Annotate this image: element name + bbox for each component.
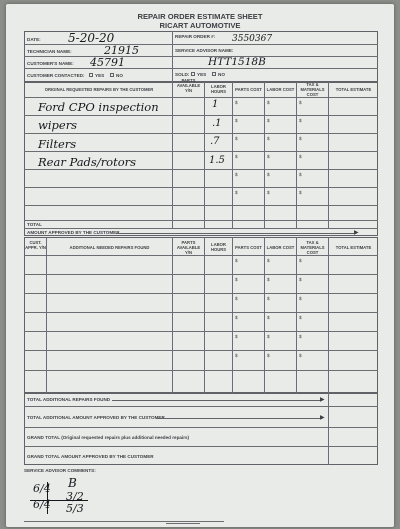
sold-no-checkbox[interactable] xyxy=(212,72,216,76)
amount-approved-label: AMOUNT APPROVED BY THE CUSTOMER xyxy=(27,230,120,235)
total-additional-approved-label: TOTAL ADDITIONAL AMOUNT APPROVED BY THE CUSTOMER xyxy=(27,415,165,420)
technician-value: 21915 xyxy=(104,44,139,57)
amount-approved-arrow xyxy=(116,233,356,234)
repair-row-1: Ford CPO inspection xyxy=(38,100,159,114)
arrow-head-icon: ▶ xyxy=(320,415,325,421)
service-advisor-label: SERVICE ADVISOR NAME: xyxy=(175,48,234,53)
comment-note-3: 3/2 xyxy=(66,490,84,503)
col-labor-hours: LABOR HOURS xyxy=(210,84,227,94)
hours-row-1: 1 xyxy=(212,99,219,110)
comment-underline xyxy=(30,500,88,501)
col-total-estimate: TOTAL ESTIMATE xyxy=(335,87,372,92)
hours-row-4: 1.5 xyxy=(209,155,225,166)
contacted-yes-label: YES xyxy=(95,73,105,78)
col2-total-estimate: TOTAL ESTIMATE xyxy=(335,245,372,250)
comment-note-4: 5/3 xyxy=(66,502,84,515)
grand-total-label: GRAND TOTAL (Original requested repairs plus additional needed repairs) xyxy=(27,435,190,440)
sold-label: SOLD: xyxy=(175,72,190,77)
comment-letter: B xyxy=(68,476,77,490)
repair-row-4: Rear Pads/rotors xyxy=(38,155,137,169)
sold-yes-label: YES xyxy=(197,72,207,77)
comment-note-1: 6/4 xyxy=(33,482,51,495)
col2-labor-cost: LABOR COST xyxy=(266,245,295,250)
sold-no-label: NO xyxy=(218,72,225,77)
total-additional-found-label: TOTAL ADDITIONAL REPAIRS FOUND xyxy=(27,397,111,402)
contacted-no-checkbox[interactable] xyxy=(110,73,114,77)
col-parts-cost: PARTS COST xyxy=(235,87,262,92)
technician-label: TECHNICIAN NAME: xyxy=(27,49,72,54)
col-cust-appr: CUST. APPR. Y/N xyxy=(25,240,46,250)
contacted-no-label: NO xyxy=(116,73,123,78)
repair-row-2: wipers xyxy=(38,118,78,132)
sheet-title: REPAIR ORDER ESTIMATE SHEET xyxy=(137,12,263,21)
comment-divider xyxy=(47,482,48,514)
customer-name-label: CUSTOMER'S NAME: xyxy=(27,61,74,66)
col2-parts-cost: PARTS COST xyxy=(235,245,262,250)
sold-yes-checkbox[interactable] xyxy=(191,72,195,76)
col-parts-available: PARTS AVAILABLE Y/N xyxy=(176,78,201,93)
repair-order-label: REPAIR ORDER #: xyxy=(175,34,216,39)
hours-row-2: .1 xyxy=(212,118,222,129)
col2-labor-hours: LABOR HOURS xyxy=(210,242,227,252)
col-tax-materials: TAX & MATERIALS COST xyxy=(300,82,325,97)
col-additional-repairs: ADDITIONAL NEEDED REPAIRS FOUND xyxy=(69,245,150,250)
arrow-head-icon: ▶ xyxy=(320,397,325,403)
comment-note-2: 6/4 xyxy=(33,498,51,511)
col2-tax-materials: TAX & MATERIALS COST xyxy=(300,240,325,255)
repair-row-3: Filters xyxy=(38,137,77,151)
col2-parts-available: PARTS AVAILABLE Y/N xyxy=(176,240,201,255)
footer-mark xyxy=(166,523,200,524)
service-advisor-comments-label: SERVICE ADVISOR COMMENTS: xyxy=(24,468,96,473)
grand-total-approved-label: GRAND TOTAL AMOUNT APPROVED BY THE CUSTOMER xyxy=(27,454,154,459)
customer-name-value: 45791 xyxy=(90,56,125,69)
total-label: TOTAL xyxy=(27,222,42,227)
col-original-repairs: ORIGINAL REQUESTED REPAIRS BY THE CUSTOMER xyxy=(44,87,154,92)
date-value: 5-20-20 xyxy=(68,31,115,45)
date-label: DATE: xyxy=(27,37,41,42)
customer-contacted-label: CUSTOMER CONTACTED: xyxy=(27,73,85,78)
repair-order-value: 3550367 xyxy=(232,34,273,44)
tag-number-value: HTT1518B xyxy=(208,56,266,68)
col-labor-cost: LABOR COST xyxy=(266,87,295,92)
arrow-head-icon: ▶ xyxy=(354,230,359,236)
company-name: RICART AUTOMOTIVE xyxy=(159,21,241,30)
repair-order-sheet: REPAIR ORDER ESTIMATE SHEET RICART AUTOMOTIVE DATE: 5-20-20 REPAIR ORDER #: 3550367 TECHNICIAN NAME: 21915 SERVICE ADVISOR NAME: CUSTOMER'S NAME: 45791 HTT1518B CUSTOMER CONTACTED: YES NO SOLD: YES NO ORIGINAL REQUESTED REPAIRS BY THE CUSTOMER PARTS AVAILABLE Y/N LABOR HOURS PARTS COST LABOR COST TAX & MATERIALS COST TOTAL ESTIMATE Ford CPO inspection wipers Filters Rear Pads/rotors 1 .1 .7 1.5 $ $ $ $ $ $ $ $ $ $ $ $ $ $ $ $ $ $ TOTAL AMOUNT APPROVED BY THE CUSTOMER ▶ CUST. APPR. Y/N ADDITIONAL NEEDED REPAIRS FOUND PARTS AVAILABLE Y/N LABOR HOURS PARTS COST LABOR COST TAX & MATERIALS COST TOTAL ESTIMATE $ $ $ $ $ $ $ $ $ $ $ $ $ $ $ $ $ $ TOTAL ADDITIONAL REPAIRS FOUND ▶ TOTAL ADDITIONAL AMOUNT APPROVED BY THE CUSTOMER ▶ GRAND TOTAL (Original requested repairs plus additional needed repairs) GRAND TOTAL AMOUNT APPROVED BY THE CUSTOMER SERVICE ADVISOR COMMENTS: 6/4 6/4 B 3/2 5/3 xyxy=(6,4,394,527)
hours-row-3: .7 xyxy=(210,136,220,147)
contacted-yes-checkbox[interactable] xyxy=(89,73,93,77)
